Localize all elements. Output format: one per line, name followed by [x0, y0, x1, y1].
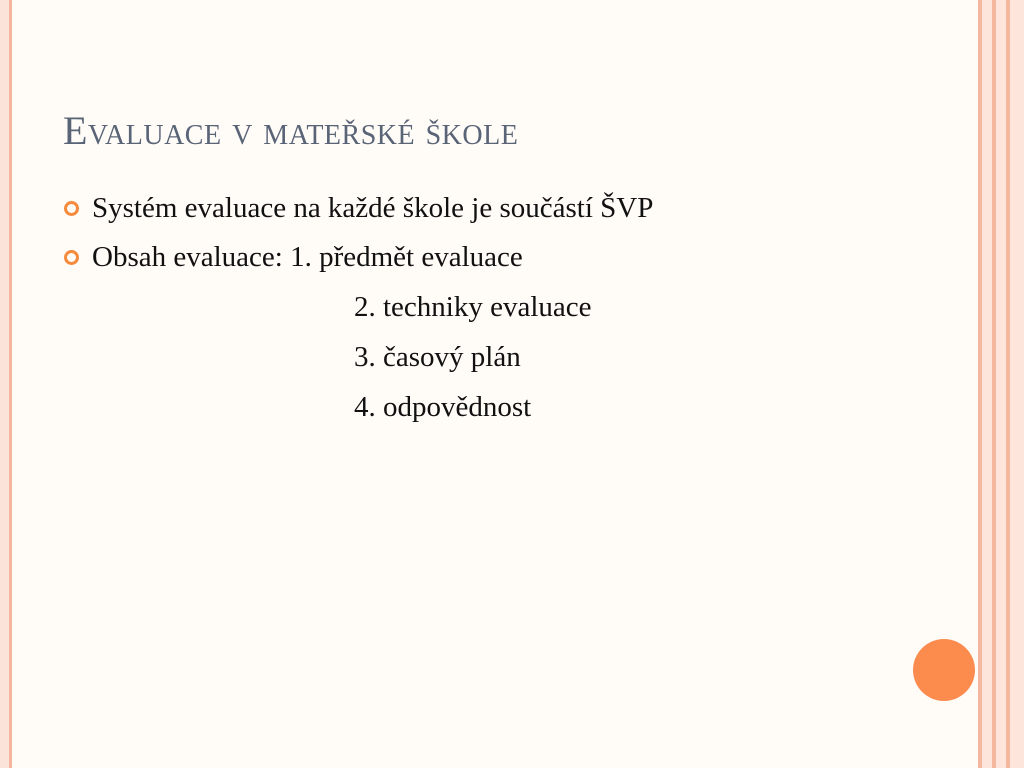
right-border-stripe: [982, 0, 992, 768]
bullet-item: [64, 233, 944, 282]
bullet-circle-icon: [64, 250, 79, 265]
bullet-item: [64, 184, 944, 233]
left-border-stripe: [0, 0, 9, 768]
sub-item-text: 4. odpovědnost: [354, 391, 532, 423]
decorative-circle: [913, 639, 975, 701]
bullet-text: Systém evaluace na každé škole je součástí ŠVP: [92, 192, 654, 224]
bullet-circle-icon: [64, 201, 79, 216]
sub-item: [64, 282, 944, 332]
sub-item: [64, 382, 944, 432]
right-border-stripe: [996, 0, 1006, 768]
bullet-list: [64, 184, 944, 432]
sub-item: [64, 332, 944, 382]
sub-item-text: 2. techniky evaluace: [354, 291, 592, 323]
right-border-stripe: [1010, 0, 1024, 768]
slide-title: Evaluace v mateřské škole: [63, 108, 519, 153]
left-border-line: [9, 0, 12, 768]
sub-item-text: 3. časový plán: [354, 341, 521, 373]
bullet-text: Obsah evaluace: 1. předmět evaluace: [92, 241, 523, 273]
